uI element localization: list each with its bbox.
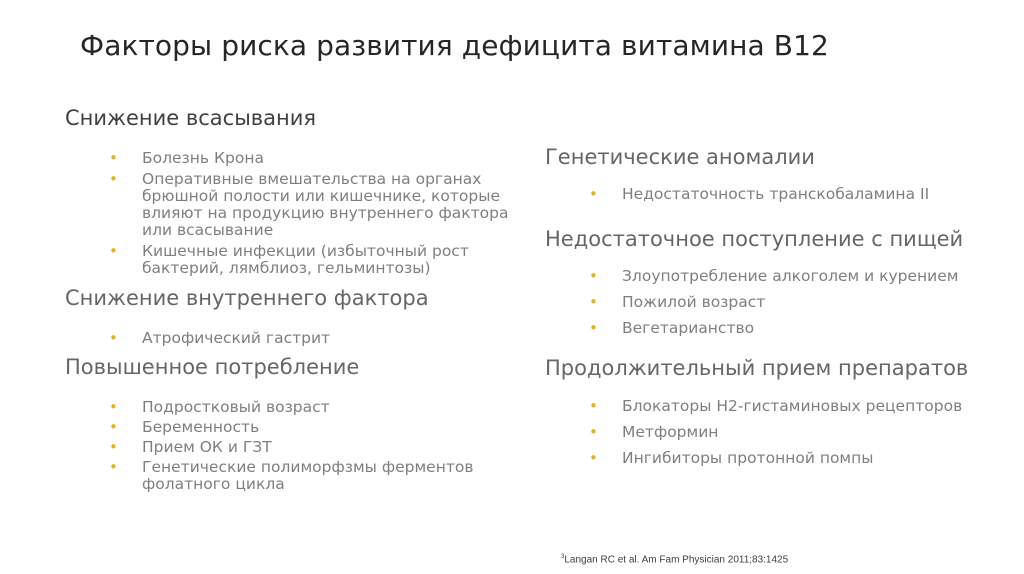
bullet-icon: • [109, 418, 118, 436]
footnote-citation [561, 554, 788, 565]
bullet-icon: • [589, 293, 598, 311]
intrinsic-factor-list [65, 330, 525, 347]
bullet-icon: • [109, 438, 118, 456]
section-heading-genetic: Генетические аномалии [545, 145, 815, 169]
list-item: • Генетические полиморфзмы ферментов фолатного цикла [109, 458, 474, 493]
list-item: • Ингибиторы протонной помпы [589, 449, 874, 467]
diet-list [545, 268, 1015, 337]
bullet-icon: • [589, 185, 598, 203]
list-item: • Метформин [589, 423, 719, 441]
bullet-icon: • [589, 397, 598, 415]
list-item: • Вегетарианство [589, 319, 755, 337]
bullet-icon: • [109, 170, 118, 188]
bullet-icon: • [589, 449, 598, 467]
slide-title: Факторы риска развития дефицита витамина В12 [80, 29, 829, 62]
list-item: • Подростковый возраст [109, 398, 330, 416]
absorption-list [65, 150, 525, 277]
genetic-list [545, 186, 1015, 203]
list-item: • Атрофический гастрит [109, 329, 331, 347]
list-item: • Прием ОК и ГЗТ [109, 438, 272, 456]
list-item: • Оперативные вмешательства на органах брюшной полости или кишечнике, которые влияют на продукцию внутреннего фактора или всасывание [109, 170, 509, 239]
footnote-marker: 3 [561, 554, 565, 560]
list-item: • Злоупотребление алкоголем и курением [589, 267, 959, 285]
list-item: • Блокаторы Н2-гистаминовых рецепторов [589, 397, 963, 415]
bullet-icon: • [109, 458, 118, 476]
section-heading-diet: Недостаточное поступление с пищей [545, 227, 964, 251]
bullet-icon: • [109, 398, 118, 416]
medications-list [545, 398, 1015, 467]
increased-consumption-list [65, 399, 525, 493]
bullet-icon: • [589, 267, 598, 285]
list-item: • Беременность [109, 418, 260, 436]
bullet-icon: • [589, 423, 598, 441]
bullet-icon: • [109, 329, 118, 347]
bullet-icon: • [589, 319, 598, 337]
section-heading-absorption: Снижение всасывания [65, 106, 317, 130]
list-item: • Недостаточность транскобаламина II [589, 185, 930, 203]
list-item: • Пожилой возраст [589, 293, 766, 311]
section-heading-medications: Продолжительный прием препаратов [545, 356, 969, 380]
footnote-text: Langan RC et al. Am Fam Physician 2011;83:1425 [564, 554, 789, 566]
bullet-icon: • [109, 149, 118, 167]
bullet-icon: • [109, 242, 118, 260]
section-heading-increased-consumption: Повышенное потребление [65, 355, 360, 379]
list-item: • Кишечные инфекции (избыточный рост бактерий, лямблиоз, гельминтозы) [109, 242, 469, 277]
list-item: • Болезнь Крона [109, 149, 264, 167]
section-heading-intrinsic-factor: Снижение внутреннего фактора [65, 286, 429, 310]
